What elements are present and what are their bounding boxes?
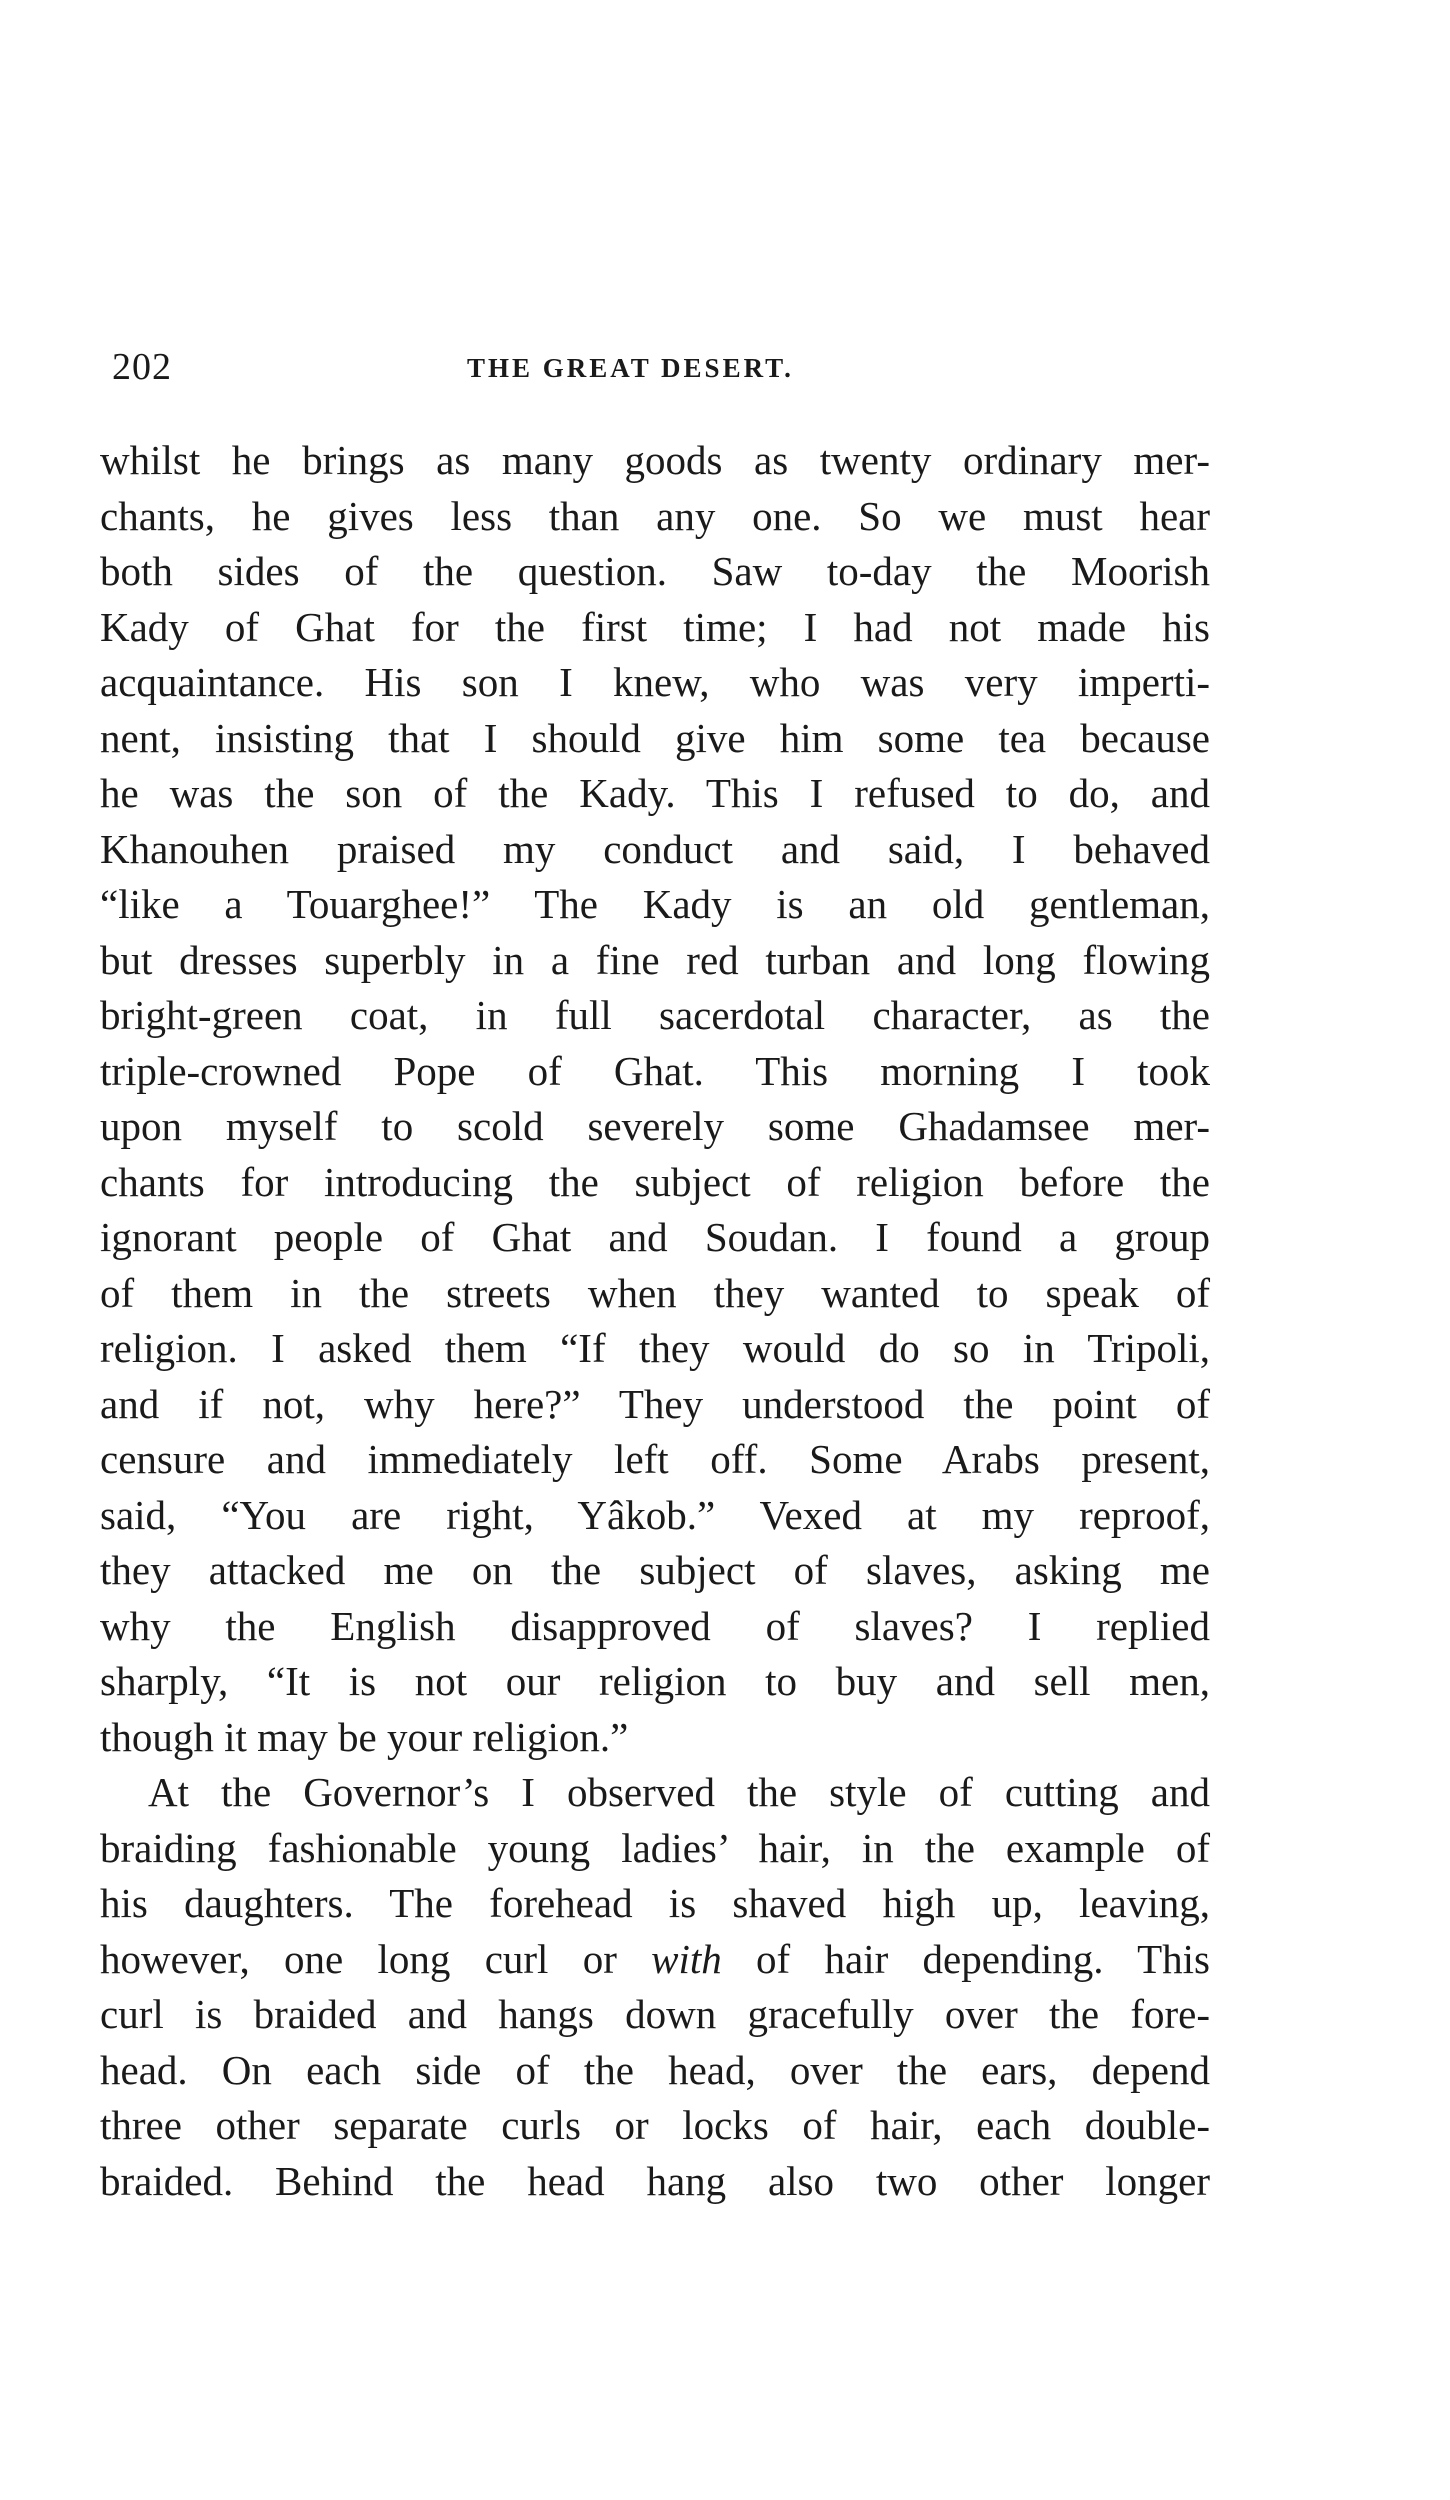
- text-line: why the English disapproved of slaves? I replied: [100, 1602, 1210, 1649]
- text-line: Khanouhen praised my conduct and said, I behaved: [100, 825, 1210, 872]
- text-line: nent, insisting that I should give him some tea because: [100, 714, 1210, 761]
- text-line: though it may be your religion.”: [100, 1713, 629, 1760]
- page-header: [112, 345, 1222, 395]
- text-run: however, one long curl or: [100, 1935, 652, 1982]
- text-line: said, “You are right, Yâkob.” Vexed at my reproof,: [100, 1491, 1210, 1538]
- text-line: chants, he gives less than any one. So we must hear: [100, 492, 1210, 539]
- text-line: but dresses superbly in a fine red turban and long flowing: [100, 936, 1210, 983]
- text-line: his daughters. The forehead is shaved high up, leaving,: [100, 1880, 1210, 1926]
- text-line: whilst he brings as many goods as twenty ordinary mer-: [100, 437, 1210, 483]
- text-line: censure and immediately left off. Some Arabs present,: [100, 1436, 1210, 1482]
- text-line: “like a Touarghee!” The Kady is an old gentleman,: [100, 881, 1210, 927]
- paragraph-2: [100, 1765, 1210, 2209]
- text-line: ignorant people of Ghat and Soudan. I found a group: [100, 1214, 1210, 1260]
- page-number: 202: [112, 346, 172, 388]
- text-line: upon myself to scold severely some Ghadamsee mer-: [100, 1103, 1210, 1149]
- text-line: they attacked me on the subject of slaves, asking me: [100, 1547, 1210, 1593]
- text-line: head. On each side of the head, over the ears, depend: [100, 2046, 1210, 2093]
- text-line: religion. I asked them “If they would do so in Tripoli,: [100, 1325, 1210, 1371]
- text-line: [100, 1932, 1210, 1988]
- text-line: Kady of Ghat for the first time; I had not made his: [100, 603, 1210, 650]
- text-line: he was the son of the Kady. This I refused to do, and: [100, 770, 1210, 816]
- italic-word: with: [651, 1935, 722, 1982]
- text-line: chants for introducing the subject of religion before the: [100, 1158, 1210, 1205]
- paragraph-1: [100, 433, 1210, 1765]
- text-line: triple-crowned Pope of Ghat. This morning I took: [100, 1047, 1210, 1094]
- body-text: [100, 433, 1210, 2209]
- text-line: three other separate curls or locks of hair, each double-: [100, 2102, 1210, 2148]
- text-line: curl is braided and hangs down gracefully over the fore-: [100, 1991, 1210, 2037]
- text-line: sharply, “It is not our religion to buy and sell men,: [100, 1658, 1210, 1704]
- text-line: braiding fashionable young ladies’ hair, in the example of: [100, 1824, 1210, 1871]
- text-run: of hair depending. This: [721, 1935, 1210, 1982]
- text-line: of them in the streets when they wanted to speak of: [100, 1269, 1210, 1316]
- text-line: and if not, why here?” They understood the point of: [100, 1380, 1210, 1427]
- text-line: At the Governor’s I observed the style of cutting and: [148, 1769, 1210, 1815]
- text-line: both sides of the question. Saw to-day the Moorish: [100, 548, 1210, 594]
- running-title: THE GREAT DESERT.: [467, 353, 794, 383]
- text-line: bright-green coat, in full sacerdotal character, as the: [100, 992, 1210, 1038]
- text-line: acquaintance. His son I knew, who was very imperti-: [100, 659, 1210, 705]
- text-line: braided. Behind the head hang also two other longer: [100, 2157, 1210, 2204]
